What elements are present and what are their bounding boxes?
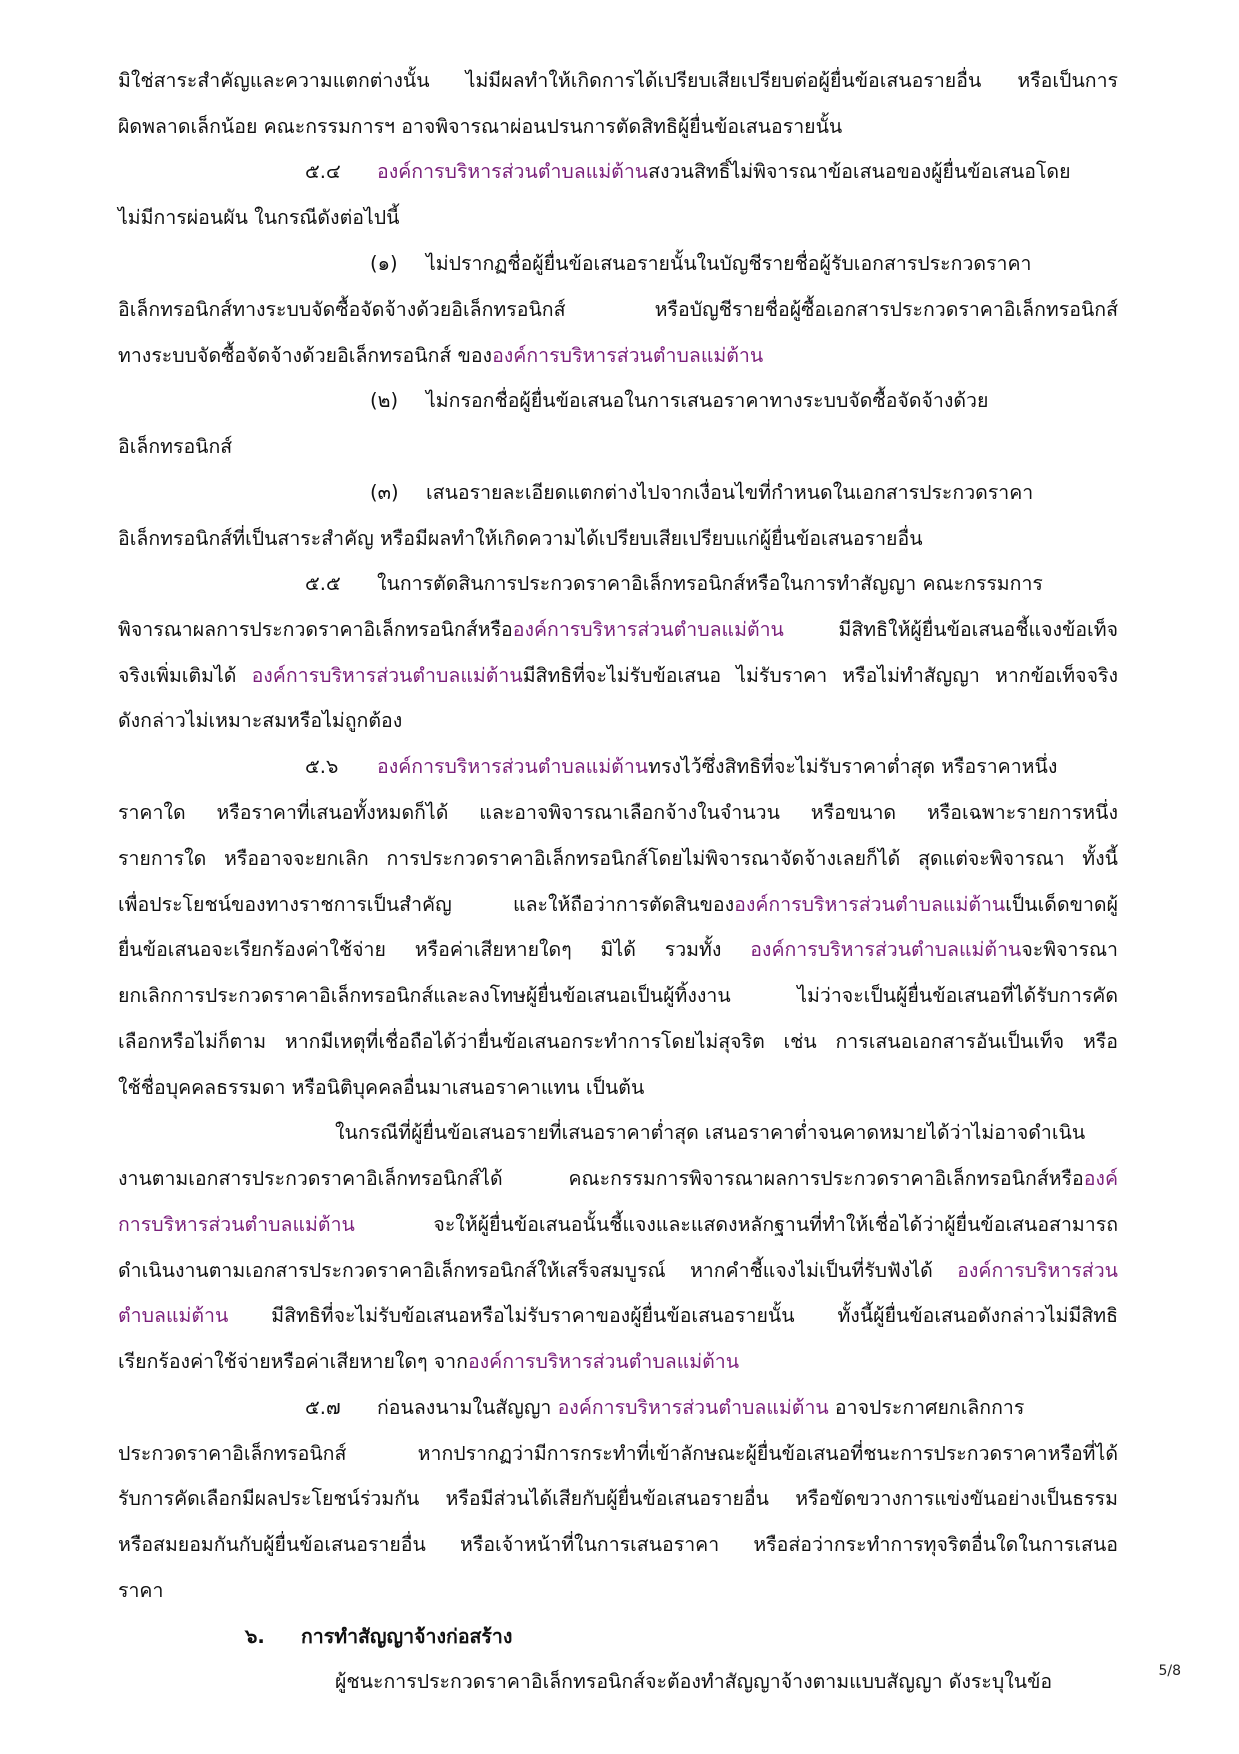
text-segment: มีสิทธิที่จะไม่รับข้อเสนอหรือไม่รับราคาของผู้ยื่นข้อเสนอรายนั้น ทั้งนี้ผู้ยื่นข้อเสนอดังกล่าวไม่มีสิทธิ (228, 1304, 1118, 1327)
text-segment: จะพิจารณา (1021, 938, 1118, 961)
text-line: ในกรณีที่ผู้ยื่นข้อเสนอรายที่เสนอราคาต่ำสุด เสนอราคาต่ำจนคาดหมายได้ว่าไม่อาจดำเนิน (335, 1121, 1086, 1144)
clause-number: ๕.๕ (305, 572, 341, 595)
text-line: ประกวดราคาอิเล็กทรอนิกส์ หากปรากฏว่ามีการกระทำที่เข้าลักษณะผู้ยื่นข้อเสนอที่ชนะการประกวดราคาหรือที่ได้ (118, 1442, 1118, 1465)
clause-5-4 (305, 157, 1071, 187)
text-segment: จะให้ผู้ยื่นข้อเสนอนั้นชี้แจงและแสดงหลักฐานที่ทำให้เชื่อได้ว่าผู้ยื่นข้อเสนอสามารถ (354, 1213, 1118, 1236)
text-line: ผิดพลาดเล็กน้อย คณะกรรมการฯ อาจพิจารณาผ่อนปรนการตัดสิทธิผู้ยื่นข้อเสนอรายนั้น (118, 115, 843, 138)
org-name: องค์การบริหารส่วนตำบลแม่ต้าน (377, 160, 649, 183)
clause-5-7 (305, 1393, 1024, 1423)
text-line (118, 1210, 1118, 1240)
text-line: รายการใด หรืออาจจะยกเลิก การประกวดราคาอิเล็กทรอนิกส์โดยไม่พิจารณาจัดจ้างเลยก็ได้ สุดแต่จะพิจารณา ทั้งนี้ (118, 847, 1118, 870)
org-name-part: องค์การบริหารส่วน (957, 1259, 1118, 1282)
clause-5-5 (305, 569, 1043, 599)
org-name: องค์การบริหารส่วนตำบลแม่ต้าน (377, 755, 649, 778)
item-number: (๒) (370, 389, 399, 412)
section-heading-6 (245, 1622, 512, 1652)
text-line: ดังกล่าวไม่เหมาะสมหรือไม่ถูกต้อง (118, 709, 403, 732)
text-line: ยกเลิกการประกวดราคาอิเล็กทรอนิกส์และลงโทษผู้ยื่นข้อเสนอเป็นผู้ทิ้งงาน ไม่ว่าจะเป็นผู้ยื่นข้อเสนอที่ได้รับการคัด (118, 984, 1118, 1007)
text-line: ผู้ชนะการประกวดราคาอิเล็กทรอนิกส์จะต้องทำสัญญาจ้างตามแบบสัญญา ดังระบุในข้อ (335, 1670, 1053, 1693)
page-number: 5/8 (1158, 1663, 1181, 1679)
text-line: ไม่มีการผ่อนผัน ในกรณีดังต่อไปนี้ (118, 206, 400, 229)
org-name-part: องค์ (1083, 1167, 1118, 1190)
section-title: การทำสัญญาจ้างก่อสร้าง (301, 1625, 513, 1648)
text-line (118, 341, 763, 371)
text-line: หรือสมยอมกันกับผู้ยื่นข้อเสนอรายอื่น หรือเจ้าหน้าที่ในการเสนอราคา หรือส่อว่ากระทำการทุจริตอื่นใดในการเสนอ (118, 1533, 1118, 1556)
text-line: อิเล็กทรอนิกส์ (118, 435, 233, 458)
text-segment: งานตามเอกสารประกวดราคาอิเล็กทรอนิกส์ได้ คณะกรรมการพิจารณาผลการประกวดราคาอิเล็กทรอนิกส์หรือ (118, 1167, 1084, 1190)
text-line (118, 890, 1118, 920)
item-number: (๓) (370, 481, 399, 504)
text-segment: ทรงไว้ซึ่งสิทธิที่จะไม่รับราคาต่ำสุด หรือราคาหนึ่ง (648, 755, 1058, 778)
text-segment: ดำเนินงานตามเอกสารประกวดราคาอิเล็กทรอนิกส์ให้เสร็จสมบูรณ์ หากคำชี้แจงไม่เป็นที่รับฟังได้ (118, 1259, 958, 1282)
text-segment: มีสิทธิให้ผู้ยื่นข้อเสนอชี้แจงข้อเท็จ (783, 618, 1118, 641)
text-line: มิใช่สาระสำคัญและความแตกต่างนั้น ไม่มีผลทำให้เกิดการได้เปรียบเสียเปรียบต่อผู้ยื่นข้อเสนอรายอื่น หรือเป็นการ (118, 69, 1118, 92)
org-name: องค์การบริหารส่วนตำบลแม่ต้าน (557, 1396, 829, 1419)
clause-number: ๕.๖ (305, 755, 339, 778)
clause-number: ๕.๔ (305, 160, 341, 183)
text-segment: พิจารณาผลการประกวดราคาอิเล็กทรอนิกส์หรือ (118, 618, 513, 641)
text-line (118, 935, 1118, 965)
text-line (118, 615, 1118, 645)
org-name: องค์การบริหารส่วนตำบลแม่ต้าน (251, 664, 523, 687)
clause-5-6 (305, 752, 1057, 782)
text-segment: เพื่อประโยชน์ของทางราชการเป็นสำคัญ และให้ถือว่าการตัดสินของ (118, 893, 735, 916)
org-name: องค์การบริหารส่วนตำบลแม่ต้าน (467, 1350, 740, 1373)
text-segment: อาจประกาศยกเลิกการ (828, 1396, 1025, 1419)
text-segment: ไม่กรอกชื่อผู้ยื่นข้อเสนอในการเสนอราคาทางระบบจัดซื้อจัดจ้างด้วย (426, 389, 989, 412)
org-name: องค์การบริหารส่วนตำบลแม่ต้าน (750, 938, 1022, 961)
text-segment: ทางระบบจัดซื้อจัดจ้างด้วยอิเล็กทรอนิกส์ ของ (118, 344, 493, 367)
text-line: ราคา (118, 1579, 164, 1602)
text-line: อิเล็กทรอนิกส์ที่เป็นสาระสำคัญ หรือมีผลทำให้เกิดความได้เปรียบเสียเปรียบแก่ผู้ยื่นข้อเสนอรายอื่น (118, 527, 923, 550)
item-1 (370, 249, 1031, 279)
text-line (118, 661, 1118, 691)
text-line: รับการคัดเลือกมีผลประโยชน์ร่วมกัน หรือมีส่วนได้เสียกับผู้ยื่นข้อเสนอรายอื่น หรือขัดขวางการแข่งขันอย่างเป็นธรรม (118, 1487, 1118, 1510)
org-name-part: ตำบลแม่ต้าน (118, 1304, 229, 1327)
clause-number: ๕.๗ (305, 1396, 341, 1419)
text-line (118, 1347, 739, 1377)
text-line (118, 1301, 1118, 1331)
text-line: เลือกหรือไม่ก็ตาม หากมีเหตุที่เชื่อถือได้ว่ายื่นข้อเสนอกระทำการโดยไม่สุจริต เช่น การเสนอเอกสารอันเป็นเท็จ หรือ (118, 1030, 1118, 1053)
org-name-part: การบริหารส่วนตำบลแม่ต้าน (118, 1213, 355, 1236)
text-line: ราคาใด หรือราคาที่เสนอทั้งหมดก็ได้ และอาจพิจารณาเลือกจ้างในจำนวน หรือขนาด หรือเฉพาะรายการหนึ่ง (118, 801, 1118, 824)
text-line (118, 1256, 1118, 1286)
text-segment: สงวนสิทธิ์ไม่พิจารณาข้อเสนอของผู้ยื่นข้อเสนอโดย (648, 160, 1071, 183)
section-number: ๖. (245, 1625, 265, 1648)
item-2 (370, 386, 988, 416)
text-segment: เสนอรายละเอียดแตกต่างไปจากเงื่อนไขที่กำหนดในเอกสารประกวดราคา (426, 481, 1034, 504)
text-line: ใช้ชื่อบุคคลธรรมดา หรือนิติบุคคลอื่นมาเสนอราคาแทน เป็นต้น (118, 1076, 645, 1099)
text-segment: เป็นเด็ดขาดผู้ (1005, 893, 1118, 916)
text-segment: ยื่นข้อเสนอจะเรียกร้องค่าใช้จ่าย หรือค่าเสียหายใดๆ มิได้ รวมทั้ง (118, 938, 751, 961)
text-segment: ไม่ปรากฏชื่อผู้ยื่นข้อเสนอรายนั้นในบัญชีรายชื่อผู้รับเอกสารประกวดราคา (426, 252, 1032, 275)
text-segment: ในการตัดสินการประกวดราคาอิเล็กทรอนิกส์หรือในการทำสัญญา คณะกรรมการ (377, 572, 1043, 595)
text-segment: เรียกร้องค่าใช้จ่ายหรือค่าเสียหายใดๆ จาก (118, 1350, 468, 1373)
org-name: องค์การบริหารส่วนตำบลแม่ต้าน (734, 893, 1006, 916)
text-segment: จริงเพิ่มเติมได้ (118, 664, 252, 687)
item-3 (370, 478, 1033, 508)
text-line: อิเล็กทรอนิกส์ทางระบบจัดซื้อจัดจ้างด้วยอิเล็กทรอนิกส์ หรือบัญชีรายชื่อผู้ซื้อเอกสารประกวดราคาอิเล็กทรอนิกส์ (118, 298, 1118, 321)
item-number: (๑) (370, 252, 398, 275)
text-line (118, 1164, 1118, 1194)
org-name: องค์การบริหารส่วนตำบลแม่ต้าน (512, 618, 784, 641)
org-name: องค์การบริหารส่วนตำบลแม่ต้าน (492, 344, 764, 367)
text-segment: ก่อนลงนามในสัญญา (377, 1396, 558, 1419)
text-segment: มีสิทธิที่จะไม่รับข้อเสนอ ไม่รับราคา หรือไม่ทำสัญญา หากข้อเท็จจริง (522, 664, 1118, 687)
